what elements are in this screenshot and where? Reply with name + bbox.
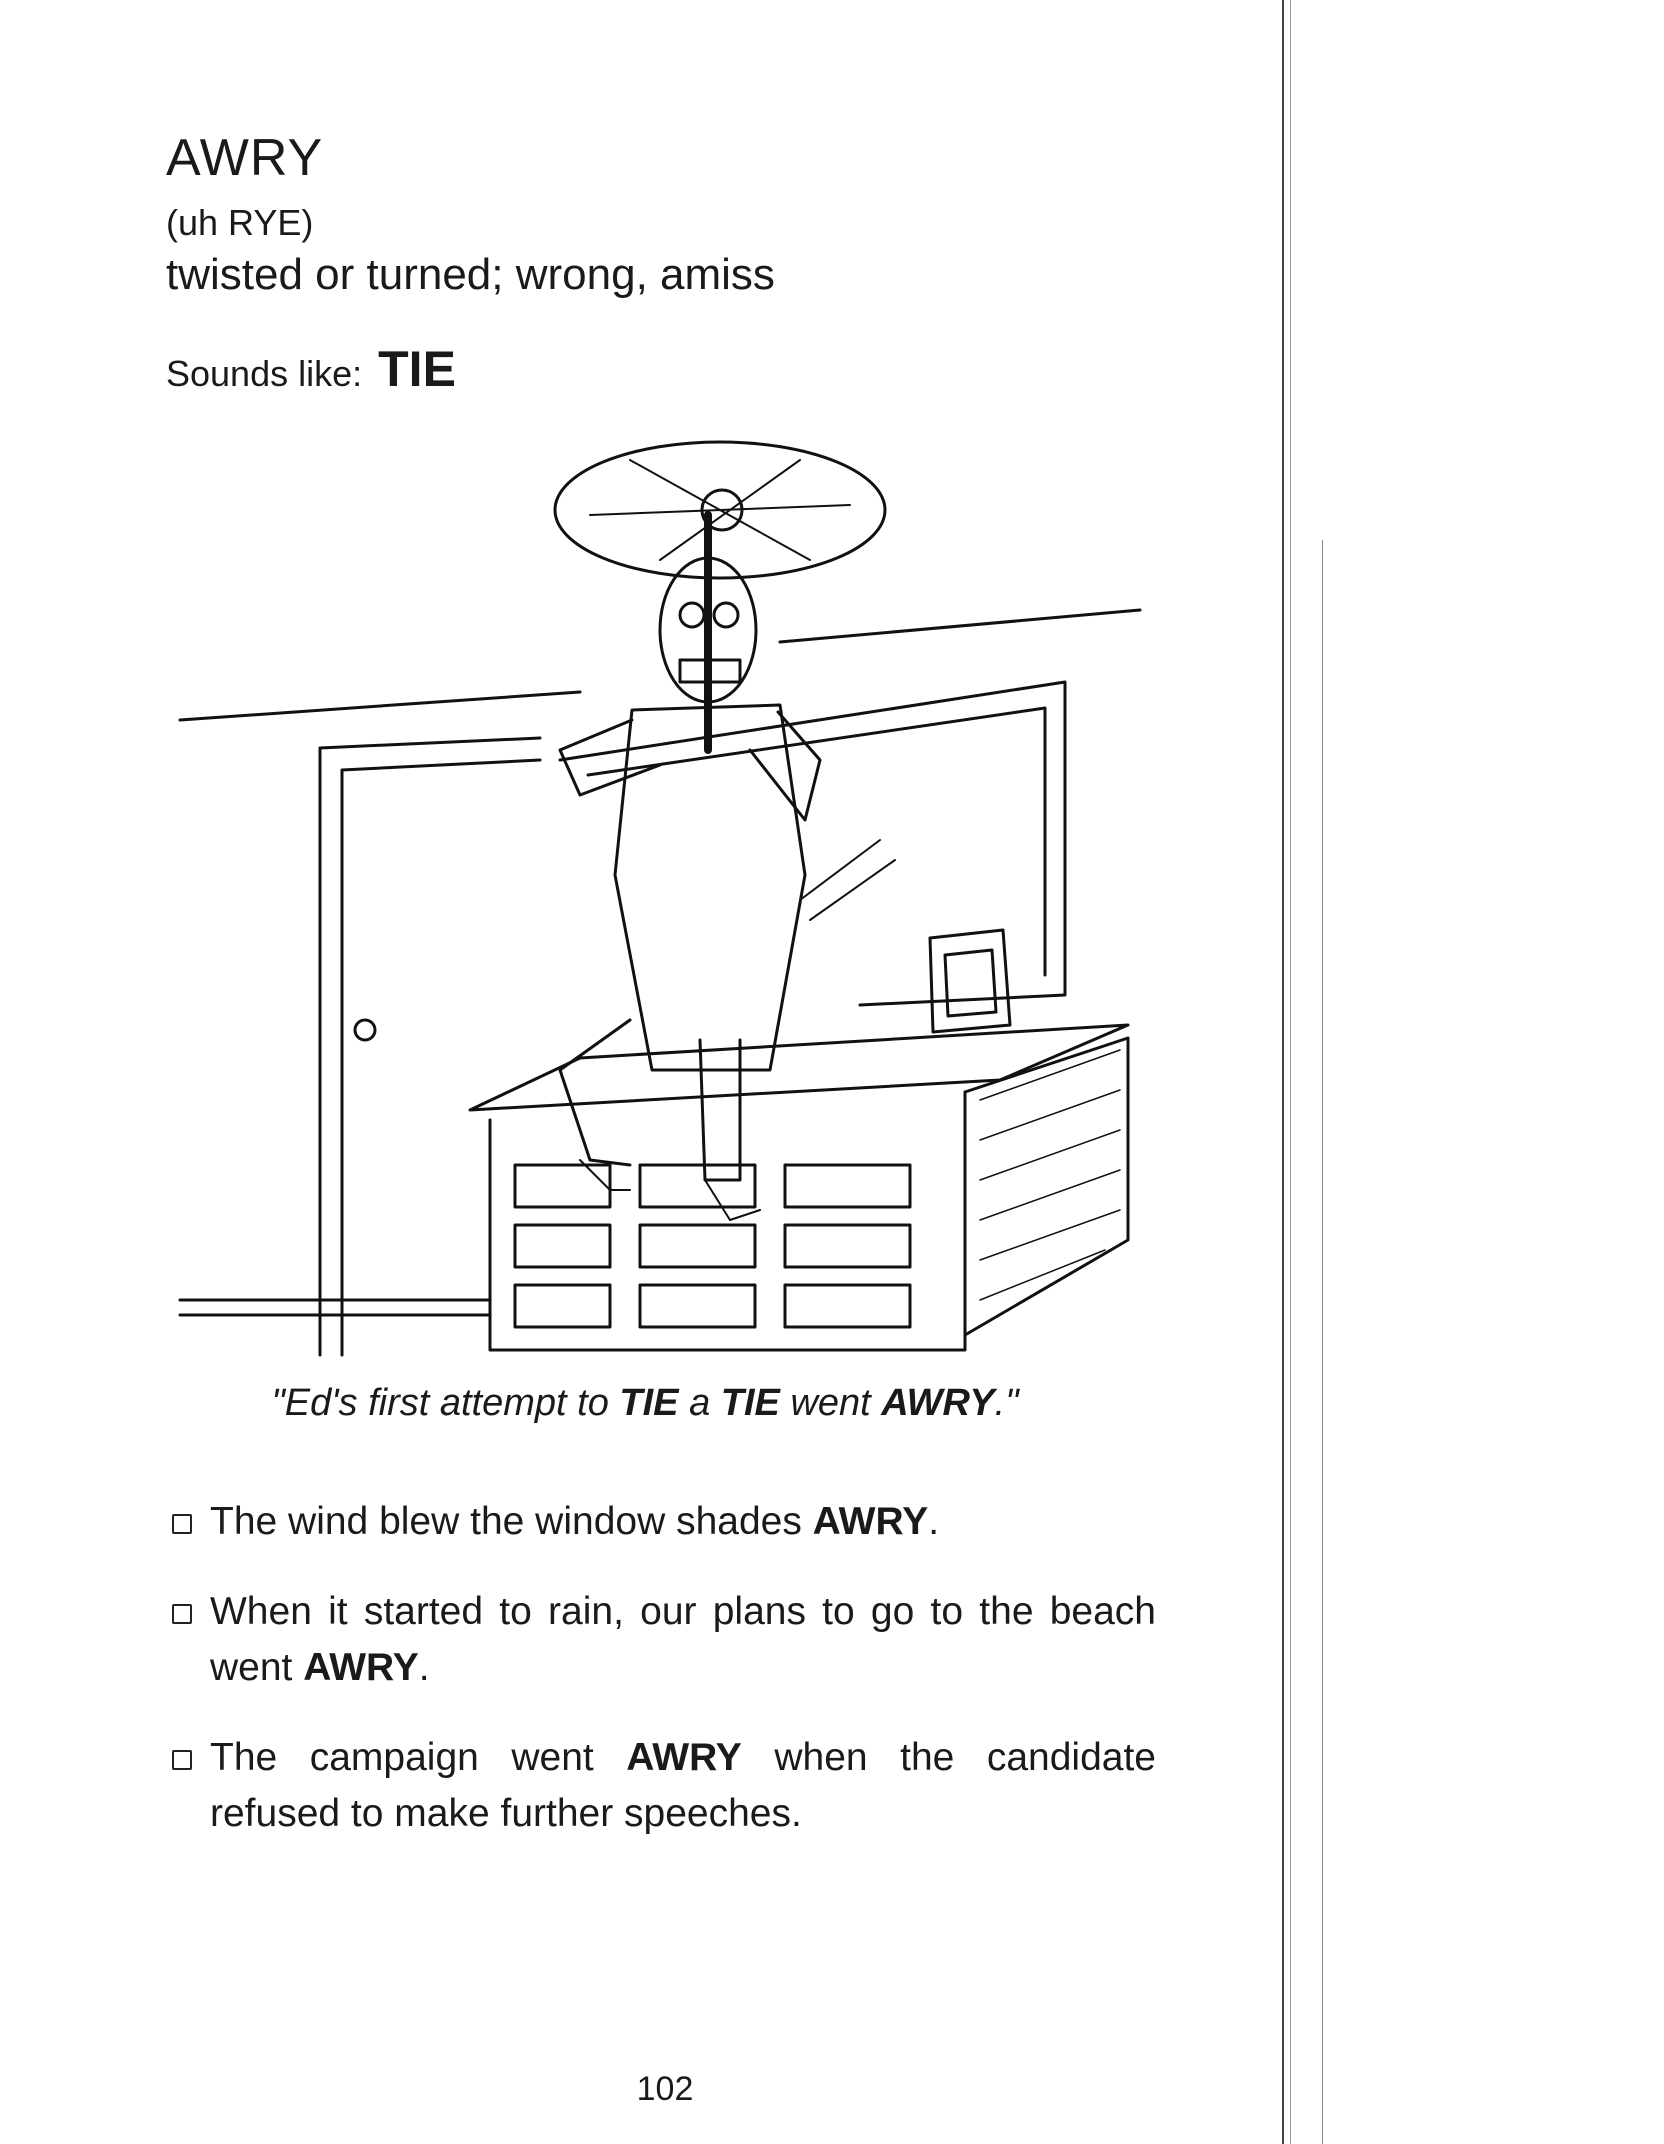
door-knob <box>355 1020 375 1040</box>
binding-edge <box>1322 540 1323 2144</box>
example-text: when the candidate refused to make further speeches. <box>210 1736 1156 1835</box>
checkbox-icon <box>172 1514 192 1534</box>
example-text: . <box>418 1646 430 1689</box>
caption-keyword: TIE <box>619 1382 679 1424</box>
example-sentence <box>166 1730 1156 1842</box>
example-keyword: AWRY <box>626 1736 742 1779</box>
headword: AWRY <box>166 129 324 187</box>
dresser-front <box>490 1092 965 1350</box>
caption-keyword: TIE <box>720 1382 780 1424</box>
dresser-side <box>965 1038 1128 1335</box>
example-keyword: AWRY <box>812 1500 929 1543</box>
mirror <box>560 682 1065 1005</box>
cartoon-illustration <box>160 420 1160 1380</box>
example-text: . <box>928 1500 940 1543</box>
example-sentence <box>166 1494 1156 1550</box>
example-sentence <box>166 1584 1156 1696</box>
door <box>320 738 540 1355</box>
checkbox-icon <box>172 1604 192 1624</box>
caption-keyword: AWRY <box>881 1382 995 1424</box>
sounds-like-word: TIE <box>378 341 456 397</box>
example-text: When it started to rain, our plans to go to the beach went <box>210 1590 1156 1689</box>
binding-edge <box>1290 0 1291 2144</box>
page-number: 102 <box>636 2070 694 2108</box>
example-text: The wind blew the window shades <box>210 1500 813 1543</box>
illustration-caption <box>0 1382 1290 1425</box>
sounds-like-label: Sounds like: <box>166 353 363 394</box>
caption-open: "Ed's first attempt to <box>271 1382 620 1424</box>
example-text: The campaign went <box>210 1736 627 1779</box>
caption-text: went <box>779 1382 882 1424</box>
caption-text: a <box>678 1382 721 1424</box>
example-keyword: AWRY <box>303 1646 419 1689</box>
pronunciation: (uh RYE) <box>166 202 314 243</box>
definition: twisted or turned; wrong, amiss <box>166 250 775 299</box>
man-shirt <box>615 705 805 1070</box>
sounds-like <box>166 340 456 398</box>
checkbox-icon <box>172 1750 192 1770</box>
photo-frame <box>930 930 1010 1032</box>
caption-close: ." <box>994 1382 1019 1424</box>
example-sentences <box>166 1494 1156 1876</box>
binding-edge <box>1282 0 1284 2144</box>
